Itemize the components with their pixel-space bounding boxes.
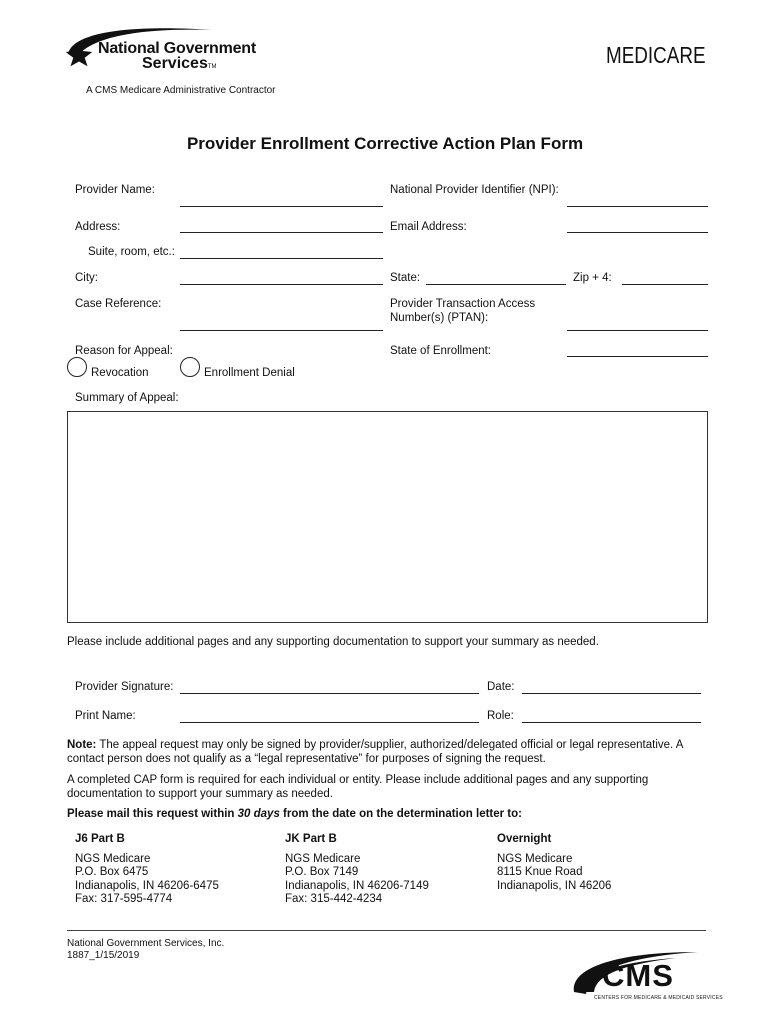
state-enrollment-field[interactable] xyxy=(567,356,708,357)
revocation-label: Revocation xyxy=(91,367,149,379)
state-field[interactable] xyxy=(426,284,566,285)
mailing-line: Indianapolis, IN 46206-6475 xyxy=(75,879,219,892)
case-reference-label: Case Reference: xyxy=(75,298,162,310)
ptan-field[interactable] xyxy=(567,330,708,331)
ptan-label-line2: Number(s) (PTAN): xyxy=(390,312,489,324)
mail-prefix: Please mail this request within xyxy=(67,808,238,820)
tagline: A CMS Medicare Administrative Contractor xyxy=(86,85,276,96)
footer-form-id: 1887_1/15/2019 xyxy=(67,950,140,961)
suite-label: Suite, room, etc.: xyxy=(88,246,175,258)
provider-signature-field[interactable] xyxy=(180,693,479,694)
print-name-field[interactable] xyxy=(180,722,479,723)
summary-label: Summary of Appeal: xyxy=(75,392,179,404)
cms-logo xyxy=(566,948,723,1006)
provider-signature-label: Provider Signature: xyxy=(75,681,174,693)
footer-divider xyxy=(67,930,706,931)
footer-org: National Government Services, Inc. xyxy=(67,938,225,949)
city-field[interactable] xyxy=(180,284,383,285)
ngs-logo xyxy=(62,24,262,76)
state-enrollment-label: State of Enrollment: xyxy=(390,345,491,357)
npi-label: National Provider Identifier (NPI): xyxy=(390,184,559,196)
mail-suffix: from the date on the determination letter to: xyxy=(279,808,522,820)
mailing-line: Fax: 317-595-4774 xyxy=(75,893,173,905)
email-field[interactable] xyxy=(567,232,708,233)
date-field[interactable] xyxy=(522,693,701,694)
zip-field[interactable] xyxy=(622,284,708,285)
note-text: The appeal request may only be signed by provider/supplier, authorized/delegated official or legal representative. A contact person does not qualify as a “legal representative” for purposes of signing the request. xyxy=(67,739,683,765)
mailing-line: 8115 Knue Road xyxy=(497,866,583,878)
suite-field[interactable] xyxy=(180,258,383,259)
role-field[interactable] xyxy=(522,722,701,723)
state-label: State: xyxy=(390,272,421,284)
cms-logo-text: CMS xyxy=(602,958,674,993)
mailing-line: NGS Medicare xyxy=(285,852,361,865)
address-field[interactable] xyxy=(180,232,383,233)
mailing-j6 xyxy=(75,833,219,907)
zip-label: Zip + 4: xyxy=(573,272,612,284)
mailing-line: Fax: 315-442-4234 xyxy=(285,893,383,905)
enrollment-denial-label: Enrollment Denial xyxy=(204,367,295,379)
form-title: Provider Enrollment Corrective Action Plan Form xyxy=(186,134,584,153)
mailing-heading: JK Part B xyxy=(285,833,337,845)
mailing-line: P.O. Box 7149 xyxy=(285,866,359,878)
logo-line2-text: Services xyxy=(142,55,208,72)
email-label: Email Address: xyxy=(390,221,467,233)
reason-label: Reason for Appeal: xyxy=(75,345,173,357)
cms-subtitle: CENTERS FOR MEDICARE & MEDICAID SERVICES xyxy=(594,995,723,1001)
print-name-label: Print Name: xyxy=(75,710,136,722)
mail-instructions xyxy=(67,808,522,820)
mailing-line: P.O. Box 6475 xyxy=(75,866,149,878)
summary-textarea[interactable] xyxy=(67,411,708,623)
note-label: Note: xyxy=(67,739,97,751)
mailing-line: NGS Medicare xyxy=(497,852,573,865)
mailing-heading: Overnight xyxy=(497,833,552,845)
mailing-overnight xyxy=(497,833,611,893)
program-name: MEDICARE xyxy=(606,42,706,68)
case-reference-field[interactable] xyxy=(180,330,383,331)
mail-days: 30 days xyxy=(237,808,280,820)
revocation-radio[interactable] xyxy=(67,357,87,377)
logo-line1: National Government xyxy=(98,40,257,57)
mailing-jk xyxy=(285,833,429,907)
address-label: Address: xyxy=(75,221,121,233)
enrollment-denial-radio[interactable] xyxy=(180,357,200,377)
note-paragraph xyxy=(67,739,697,766)
date-label: Date: xyxy=(487,681,515,693)
ptan-label-line1: Provider Transaction Access xyxy=(390,298,536,310)
provider-name-field[interactable] xyxy=(180,206,383,207)
cap-paragraph: A completed CAP form is required for each individual or entity. Please include additional pages and any supporting documentation to support your summary as needed. xyxy=(67,774,649,800)
additional-pages-note: Please include additional pages and any supporting documentation to support your summary as needed. xyxy=(67,636,599,648)
mailing-line: Indianapolis, IN 46206 xyxy=(497,879,612,892)
mailing-heading: J6 Part B xyxy=(75,833,125,845)
role-label: Role: xyxy=(487,710,514,722)
mailing-line: Indianapolis, IN 46206-7149 xyxy=(285,879,429,892)
npi-field[interactable] xyxy=(567,206,708,207)
logo-line2 xyxy=(142,55,217,73)
logo-tm: TM xyxy=(207,64,217,70)
provider-name-label: Provider Name: xyxy=(75,184,155,196)
mailing-line: NGS Medicare xyxy=(75,852,151,865)
city-label: City: xyxy=(75,272,98,284)
